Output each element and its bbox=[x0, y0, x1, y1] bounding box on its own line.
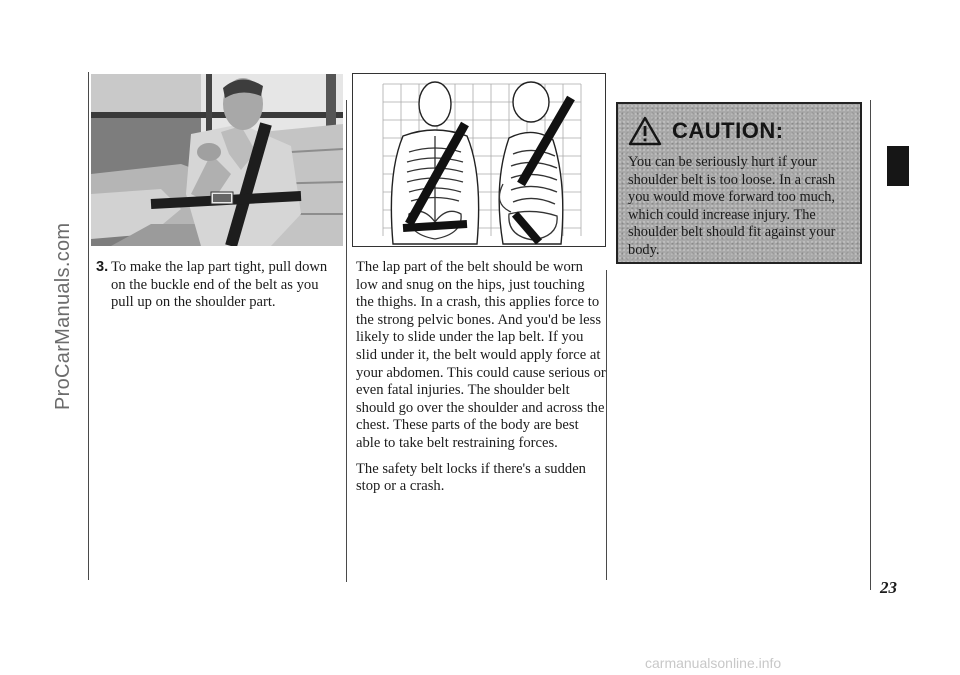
body-text bbox=[356, 259, 606, 504]
step-number: 3. bbox=[96, 259, 109, 275]
column-rule bbox=[346, 100, 347, 582]
watermark: ProCarManuals.com bbox=[52, 222, 74, 410]
instruction-step-3 bbox=[96, 259, 341, 312]
column-rule bbox=[606, 270, 607, 580]
paragraph-lap-belt: The lap part of the belt should be worn low and snug on the hips, just touching the thighs. In a crash, this applies force to the strong pelvic bones. And you'd be less likely to slide under the lap belt. If you slid under it, the belt would apply force at your abdomen. This could cause serious or even fatal injuries. The shoulder belt should go over the shoulder and across the chest. These parts of the body are best able to take belt restraining forces. bbox=[356, 259, 606, 451]
column-rule bbox=[88, 72, 89, 580]
belt-position-diagram bbox=[352, 73, 606, 247]
caution-title: CAUTION: bbox=[672, 118, 784, 143]
caution-text: You can be seriously hurt if your shoulder belt is too loose. In a crash you would move forward too much, which could increase injury. The shoulder belt should fit against your body. bbox=[628, 154, 836, 258]
site-footer: carmanualsonline.info bbox=[645, 655, 782, 671]
seatbelt-photo bbox=[91, 74, 343, 246]
warning-triangle-icon bbox=[628, 116, 662, 146]
caution-box bbox=[616, 102, 862, 264]
paragraph-belt-locks: The safety belt locks if there's a sudden stop or a crash. bbox=[356, 460, 586, 495]
section-tab bbox=[887, 146, 909, 186]
page-number: 23 bbox=[880, 578, 897, 597]
column-rule bbox=[870, 100, 871, 590]
step-text: To make the lap part tight, pull down on the buckle end of the belt as you pull up on the shoulder part. bbox=[111, 259, 328, 311]
caution-header bbox=[628, 114, 784, 148]
